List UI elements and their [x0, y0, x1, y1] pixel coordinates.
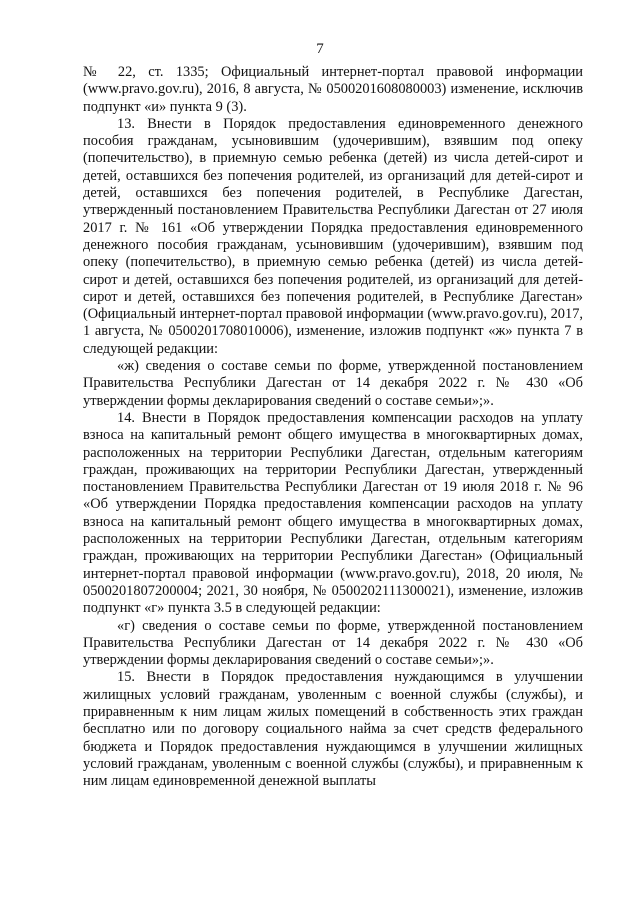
paragraph-item-14-quote: «г) сведения о составе семьи по форме, утвержденной постановлением Правительства Республики Дагестан от 14 декабря 2022 г. № 430 «Об утверждении формы декларирования сведений о составе семьи»;». [83, 617, 583, 669]
paragraph-item-15: 15. Внести в Порядок предоставления нуждающимся в улучшении жилищных условий гражданам, уволенным с военной службы (службы), и приравненным к ним лицам жилых помещений в собственность этих граждан бесплатно или по договору социального найма за счет средств федерального бюджета и Порядок предоставления нуждающимся в улучшении жилищных условий гражданам, уволенным с военной службы (службы), и приравненным к ним лицам единовременной денежной выплаты [83, 669, 583, 790]
paragraph-item-14: 14. Внести в Порядок предоставления компенсации расходов на уплату взноса на капитальный ремонт общего имущества в многоквартирных домах, расположенных на территории Республики Дагестан, отдельным категориям граждан, проживающих на территории Республики Дагестан, утвержденный постановлением Правительства Республики Дагестан от 19 июля 2018 г. № 96 «Об утверждении Порядка предоставления компенсации расходов на уплату взноса на капитальный ремонт общего имущества в многоквартирных домах, расположенных на территории Республики Дагестан, отдельным категориям граждан, проживающих на территории Республики Дагестан» (Официальный интернет-портал правовой информации (www.pravo.gov.ru), 2018, 20 июля, № 0500201807200004; 2021, 30 ноября, № 0500202111300021), изменение, изложив подпункт «г» пункта 3.5 в следующей редакции: [83, 409, 583, 617]
page-number: 7 [316, 41, 324, 57]
paragraph-item-13: 13. Внести в Порядок предоставления единовременного денежного пособия гражданам, усыновившим (удочерившим), взявшим под опеку (попечительство), в приемную семью ребенка (детей) из числа детей-сирот и детей, оставшихся без попечения родителей, из организаций для детей-сирот и детей, оставшихся без попечения родителей, в Республике Дагестан, утвержденный постановлением Правительства Республики Дагестан от 27 июля 2017 г. № 161 «Об утверждении Порядка предоставления единовременного денежного пособия гражданам, усыновившим (удочерившим), взявшим под опеку (попечительство), в приемную семью ребенка (детей) из числа детей-сирот и детей, оставшихся без попечения родителей, из организаций для детей-сирот и детей, оставшихся без попечения родителей, в Республике Дагестан» (Официальный интернет-портал правовой информации (www.pravo.gov.ru), 2017, 1 августа, № 0500201708010006), изменение, изложив подпункт «ж» пункта 7 в следующей редакции: [83, 115, 583, 357]
paragraph-continuation: № 22, ст. 1335; Официальный интернет-портал правовой информации (www.pravo.gov.ru), 2016, 8 августа, № 0500201608080003) изменение, исключив подпункт «и» пункта 9 (3). [83, 64, 583, 115]
document-body [83, 64, 583, 790]
paragraph-item-13-quote: «ж) сведения о составе семьи по форме, утвержденной постановлением Правительства Республики Дагестан от 14 декабря 2022 г. № 430 «Об утверждении формы декларирования сведений о составе семьи»;». [83, 358, 583, 409]
